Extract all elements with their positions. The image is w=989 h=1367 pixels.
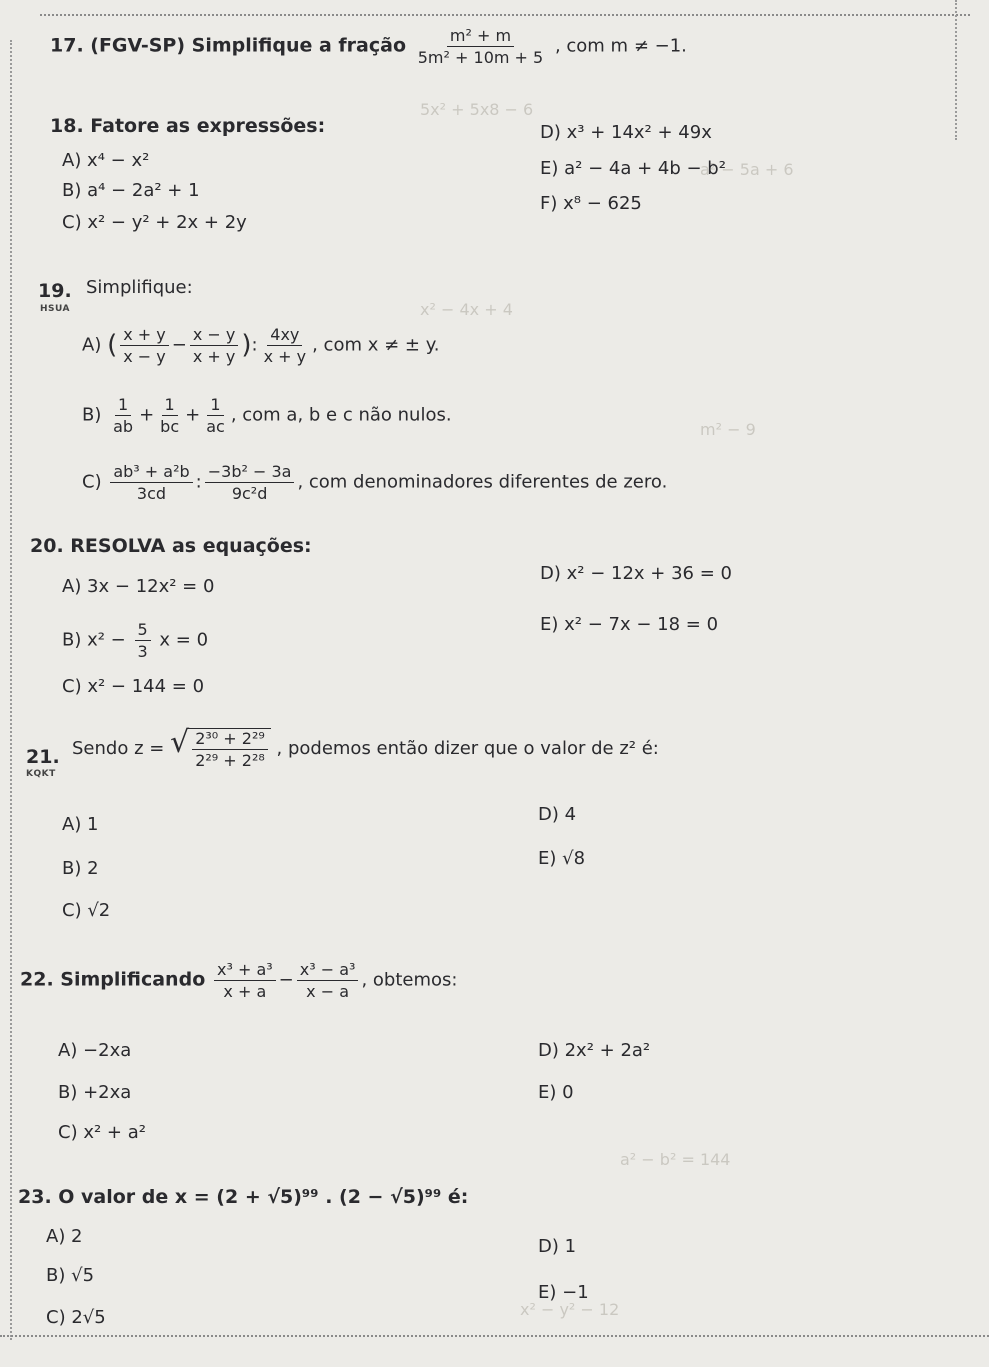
q20-b-suffix: x = 0 — [159, 629, 209, 651]
q23-option-b: B) √5 — [46, 1265, 95, 1286]
dotted-border-top — [40, 14, 970, 16]
q18-option-d: D) x³ + 14x² + 49x — [540, 122, 712, 143]
q20-b-prefix: B) x² − — [62, 629, 126, 651]
frac-numerator: 4xy — [267, 325, 302, 346]
q18-option-c: C) x² − y² + 2x + 2y — [62, 212, 247, 233]
question-17 — [50, 26, 687, 67]
q19-a-frac-1 — [120, 325, 169, 366]
bleed-through-text: 5x² + 5x8 − 6 — [420, 100, 534, 119]
question-23-label: 23. O valor de x = (2 + √5)⁹⁹ . (2 − √5)⁹⁹ é: — [18, 1186, 469, 1208]
q22-frac-2 — [297, 960, 359, 1001]
question-19-tag: HSUA — [40, 304, 71, 314]
q18-option-f: F) x⁸ − 625 — [540, 193, 642, 214]
question-19-label: Simplifique: — [86, 277, 193, 298]
q20-option-e: E) x² − 7x − 18 = 0 — [540, 614, 719, 635]
q23-option-e: E) −1 — [538, 1282, 589, 1303]
q22-option-b: B) +2xa — [58, 1082, 132, 1103]
frac-denominator: ac — [206, 417, 225, 437]
q21-question: , podemos então dizer que o valor de z² é: — [276, 738, 659, 760]
dotted-border-bottom — [0, 1335, 989, 1337]
frac-denominator: x + y — [192, 347, 236, 367]
q19-b-frac-1 — [110, 395, 136, 436]
dotted-border-right — [955, 0, 957, 140]
q20-option-b — [62, 620, 208, 661]
q21-option-d: D) 4 — [538, 804, 577, 825]
q19-a-frac-3 — [261, 325, 310, 366]
frac-numerator: 5 — [135, 620, 151, 641]
q23-option-d: D) 1 — [538, 1236, 577, 1257]
q19-a-letter: A) — [82, 334, 102, 356]
q22-tail: , obtemos: — [361, 969, 458, 991]
question-18-label: 18. Fatore as expressões: — [50, 115, 326, 137]
frac-numerator: 1 — [162, 395, 178, 416]
frac-numerator: 1 — [207, 395, 223, 416]
q22-option-d: D) 2x² + 2a² — [538, 1040, 651, 1061]
q22-option-c: C) x² + a² — [58, 1122, 146, 1143]
q20-option-c: C) x² − 144 = 0 — [62, 676, 205, 697]
frac-denominator: 9c²d — [231, 484, 268, 504]
question-17-label: 17. (FGV-SP) Simplifique a fração — [50, 34, 407, 57]
q19-b-frac-2 — [157, 395, 182, 436]
q17-fraction — [415, 26, 546, 67]
q17-condition: , com m ≠ −1. — [554, 35, 687, 57]
frac-denominator: x − a — [306, 982, 350, 1002]
q21-square-root — [170, 725, 271, 771]
q19-a-frac-2 — [190, 325, 239, 366]
q19-b-letter: B) — [82, 404, 102, 426]
right-paren: ) — [241, 330, 252, 361]
bleed-through-text: a² − b² = 144 — [620, 1150, 731, 1169]
q19-option-c: C) $\frac{\text{ab³ + a²b}}{3cd}$ : $\frac{\text{−3b² − 3a}}{\text{9c²d}}$ , com denominadores diferentes de zero. — [82, 462, 668, 504]
bleed-through-text: x² − 4x + 4 — [420, 300, 513, 319]
frac-denominator: 2²⁹ + 2²⁸ — [195, 751, 265, 771]
frac-numerator: −3b² − 3a — [205, 462, 295, 483]
question-22-label: 22. Simplificando — [20, 968, 206, 991]
q19-a-condition: , com x ≠ ± y. — [312, 334, 440, 356]
q18-option-a: A) x⁴ − x² — [62, 150, 150, 171]
frac-numerator: ab³ + a²b — [110, 462, 192, 483]
q19-c-condition: , com denominadores diferentes de zero. — [297, 471, 668, 493]
q18-option-e: E) a² − 4a + 4b − b² — [540, 158, 726, 179]
q19-b-frac-3 — [203, 395, 228, 436]
question-21-statement — [72, 725, 659, 771]
q19-c-frac-2 — [205, 462, 295, 503]
q19-option-b: B) $\frac{1}{ab}$ + $\frac{1}{bc}$ + $\frac{1}{ac}$ , com a, b e c não nulos. — [82, 395, 452, 437]
frac-numerator: x + y — [120, 325, 169, 346]
q19-c-letter: C) — [82, 471, 102, 493]
frac-numerator: 1 — [115, 395, 131, 416]
frac-denominator: x + y — [263, 347, 307, 367]
q23-option-c: C) 2√5 — [46, 1307, 106, 1328]
bleed-through-text: x² − y² − 12 — [520, 1300, 620, 1319]
q20-option-a: A) 3x − 12x² = 0 — [62, 576, 215, 597]
question-22-statement: 22. Simplificando $\frac{\text{x³ + a³}}{x + a}$ − $\frac{\text{x³ − a³}}{x - a}$ , obtemos: — [20, 960, 458, 1002]
frac-numerator: 2³⁰ + 2²⁹ — [192, 729, 268, 750]
q19-option-a: A) ( $\frac{x + y}{x - y}$ − $\frac{x - y}{x + y}$ ): $\frac{4xy}{x + y}$ , com x ≠ ± y. — [82, 325, 440, 367]
q22-option-a: A) −2xa — [58, 1040, 132, 1061]
q22-frac-1 — [214, 960, 276, 1001]
q21-option-b: B) 2 — [62, 858, 99, 879]
frac-numerator: x − y — [190, 325, 239, 346]
frac-denominator: x + a — [223, 982, 267, 1002]
bleed-through-text: m² − 9 — [700, 420, 756, 439]
q21-option-e: E) √8 — [538, 848, 586, 869]
sqrt-radicand — [189, 728, 271, 770]
q23-option-a: A) 2 — [46, 1226, 83, 1247]
frac-denominator: x − y — [123, 347, 166, 367]
frac-denominator: bc — [160, 417, 180, 437]
q21-option-c: C) √2 — [62, 900, 111, 921]
question-20-label: 20. RESOLVA as equações: — [30, 535, 312, 557]
q19-c-frac-1 — [110, 462, 192, 503]
bleed-through-text: a² − 5a + 6 — [700, 160, 794, 179]
frac-numerator: x³ + a³ — [214, 960, 276, 981]
q21-label: Sendo z = — [72, 738, 165, 760]
q20-option-d: D) x² − 12x + 36 = 0 — [540, 563, 732, 584]
frac-denominator: ab — [113, 417, 134, 437]
q17-fraction-numerator: m² + m — [447, 26, 514, 47]
q19-b-condition: , com a, b e c não nulos. — [230, 404, 452, 426]
frac-numerator: x³ − a³ — [297, 960, 359, 981]
frac-denominator: 3 — [137, 642, 148, 662]
q21-option-a: A) 1 — [62, 814, 99, 835]
q18-option-b: B) a⁴ − 2a² + 1 — [62, 180, 200, 201]
dotted-border-left — [10, 40, 12, 1340]
question-21-tag: KQKT — [26, 769, 56, 779]
q20-b-fraction — [135, 620, 151, 661]
sqrt-icon: √ — [170, 725, 190, 760]
q22-option-e: E) 0 — [538, 1082, 574, 1103]
question-21-number: 21. — [26, 746, 60, 768]
frac-denominator: 3cd — [136, 484, 167, 504]
q17-fraction-denominator: 5m² + 10m + 5 — [417, 48, 544, 68]
q21-fraction — [192, 729, 268, 770]
left-paren: ( — [107, 330, 118, 361]
question-19-number: 19. — [38, 280, 72, 302]
